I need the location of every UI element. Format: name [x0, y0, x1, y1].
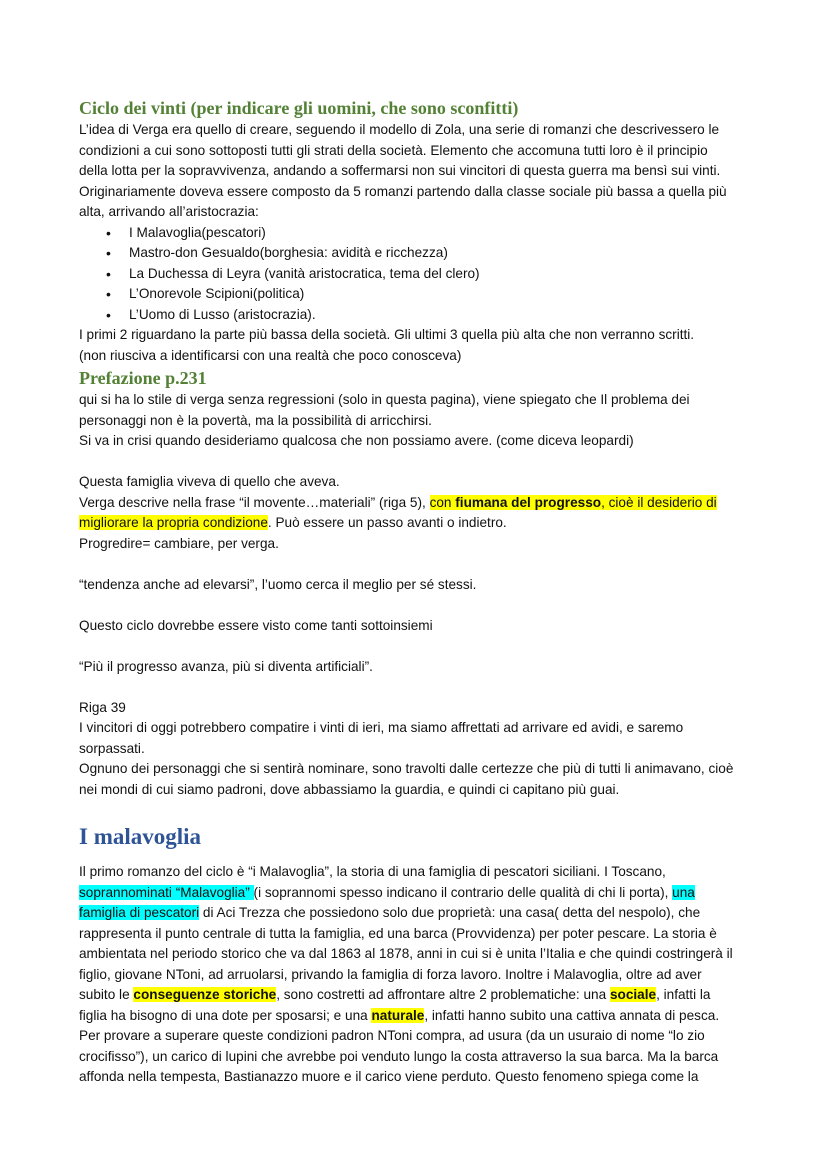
- spacer: [79, 554, 736, 575]
- paragraph-vincitori: I vincitori di oggi potrebbero compatire i vinti di ieri, ma siamo affrettati ad arrivare ed avidi, e saremo sorpassati.: [79, 720, 684, 756]
- bullet-icon: •: [106, 306, 111, 323]
- highlight-yellow: naturale: [371, 1007, 425, 1023]
- paragraph-intro: L’idea di Verga era quello di creare, seguendo il modello di Zola, una serie di romanzi che descrivessero le condizioni a cui sono sottoposti tutti gli strati della società. Elemento che accomuna tutti loro è il principio della lotta per la sopravvivenza, andando a soffermarsi non sui vincitori di questa guerra ma bensì sui vinti. Originariamente doveva essere composto da 5 romanzi partendo dalla classe sociale più bassa a quella più alta, arrivando all’aristocrazia:: [79, 122, 727, 219]
- paragraph-after-list: I primi 2 riguardano la parte più bassa della società. Gli ultimi 3 quella più alta che non verranno scritti.: [79, 327, 695, 342]
- list-item: • Mastro-don Gesualdo(borghesia: avidità e ricchezza): [79, 243, 736, 264]
- section-heading-prefazione: Prefazione p.231: [79, 368, 207, 388]
- spacer: [79, 595, 736, 616]
- list-item: • La Duchessa di Leyra (vanità aristocratica, tema del clero): [79, 264, 736, 285]
- paragraph-crisi: Si va in crisi quando desideriamo qualcosa che non possiamo avere. (come diceva leopardi): [79, 433, 634, 448]
- spacer: [79, 677, 736, 698]
- highlight-yellow: conseguenze storiche: [133, 987, 277, 1002]
- section-heading-ciclo-dei-vinti: Ciclo dei vinti (per indicare gli uomini, che sono sconfitti): [79, 98, 519, 118]
- list-item: • L’Onorevole Scipioni(politica): [79, 284, 736, 305]
- bullet-icon: •: [106, 286, 111, 302]
- section-heading-malavoglia: I malavoglia: [79, 824, 202, 849]
- paragraph-riga: Riga 39: [79, 699, 126, 715]
- paragraph-personaggi: Ognuno dei personaggi che si sentirà nominare, sono travolti dalle certezze che più di tutti li animavano, cioè nei mondi di cui siamo padroni, dove abbassiamo la guardia, e quindi ci capitano più guai.: [79, 761, 734, 797]
- list-item: • I Malavoglia(pescatori): [79, 223, 736, 244]
- novel-list: [79, 223, 736, 326]
- list-item: • L’Uomo di Lusso (aristocrazia).: [79, 305, 736, 326]
- spacer: [79, 636, 736, 657]
- paragraph-quote: “Più il progresso avanza, più si diventa artificiali”.: [79, 658, 373, 674]
- highlight-yellow: con fiumana del progresso, cioè il desiderio di migliorare la propria condizione: [79, 494, 717, 530]
- bullet-icon: •: [106, 265, 111, 282]
- bullet-icon: •: [106, 224, 111, 241]
- paragraph-malavoglia: Il primo romanzo del ciclo è “i Malavoglia”, la storia di una famiglia di pescatori siciliani. I Toscano, soprannominati “Malavoglia” (i soprannomi spesso indicano il contrario delle qualità di chi li porta), una famiglia di pescatori di Aci Trezza che possiedono solo due proprietà: una casa( detta del nespolo), che rappresenta il punto centrale di tutta la famiglia, ed una barca (Provvidenza) per poter pescare. La storia è ambientata nel periodo storico che va dal 1863 al 1878, anni in cui si è unita l’Italia e che quindi costringerà il figlio, giovane NToni, ad arruolarsi, privando la famiglia di forza lavoro. Inoltre i Malavoglia, oltre ad aver subito le conseguenze storiche, sono costretti ad affrontare altre 2 problematiche: una sociale, infatti la figlia ha bisogno di una dote per sposarsi; e una naturale, infatti hanno subito una cattiva annata di pesca. Per provare a superare queste condizioni padron NToni compra, ad usura (da un usuraio di nome “lo zio crocifisso”), un carico di lupini che avrebbe poi venduto lungo la costa attraverso la sua barca. Ma la barca affonda nella tempesta, Bastianazzo muore e il carico viene perduto. Questo fenomeno spiega come la: [79, 864, 733, 1084]
- paragraph-stile: qui si ha lo stile di verga senza regressioni (solo in questa pagina), viene spiegato che Il problema dei personaggi non è la povertà, ma la possibilità di arricchirsi.: [79, 392, 690, 428]
- paragraph-famiglia: Questa famiglia viveva di quello che aveva.: [79, 474, 340, 489]
- paragraph-movente: Verga descrive nella frase “il movente…materiali” (riga 5), con fiumana del progresso, cioè il desiderio di migliorare la propria condizione. Può essere un passo avanti o indietro.: [79, 494, 717, 530]
- highlight-yellow: sociale: [609, 987, 657, 1002]
- paragraph-tendenza: “tendenza anche ad elevarsi”, l’uomo cerca il meglio per sé stessi.: [79, 576, 477, 592]
- paragraph-sottoinsiemi: Questo ciclo dovrebbe essere visto come tanti sottoinsiemi: [79, 617, 433, 633]
- paragraph-note: (non riusciva a identificarsi con una realtà che poco conosceva): [79, 347, 462, 363]
- highlight-cyan: una famiglia di pescatori: [79, 884, 695, 920]
- bullet-icon: •: [106, 245, 111, 261]
- highlight-cyan: soprannominati “Malavoglia”: [79, 884, 254, 900]
- spacer: [79, 452, 736, 473]
- paragraph-progredire: Progredire= cambiare, per verga.: [79, 535, 279, 551]
